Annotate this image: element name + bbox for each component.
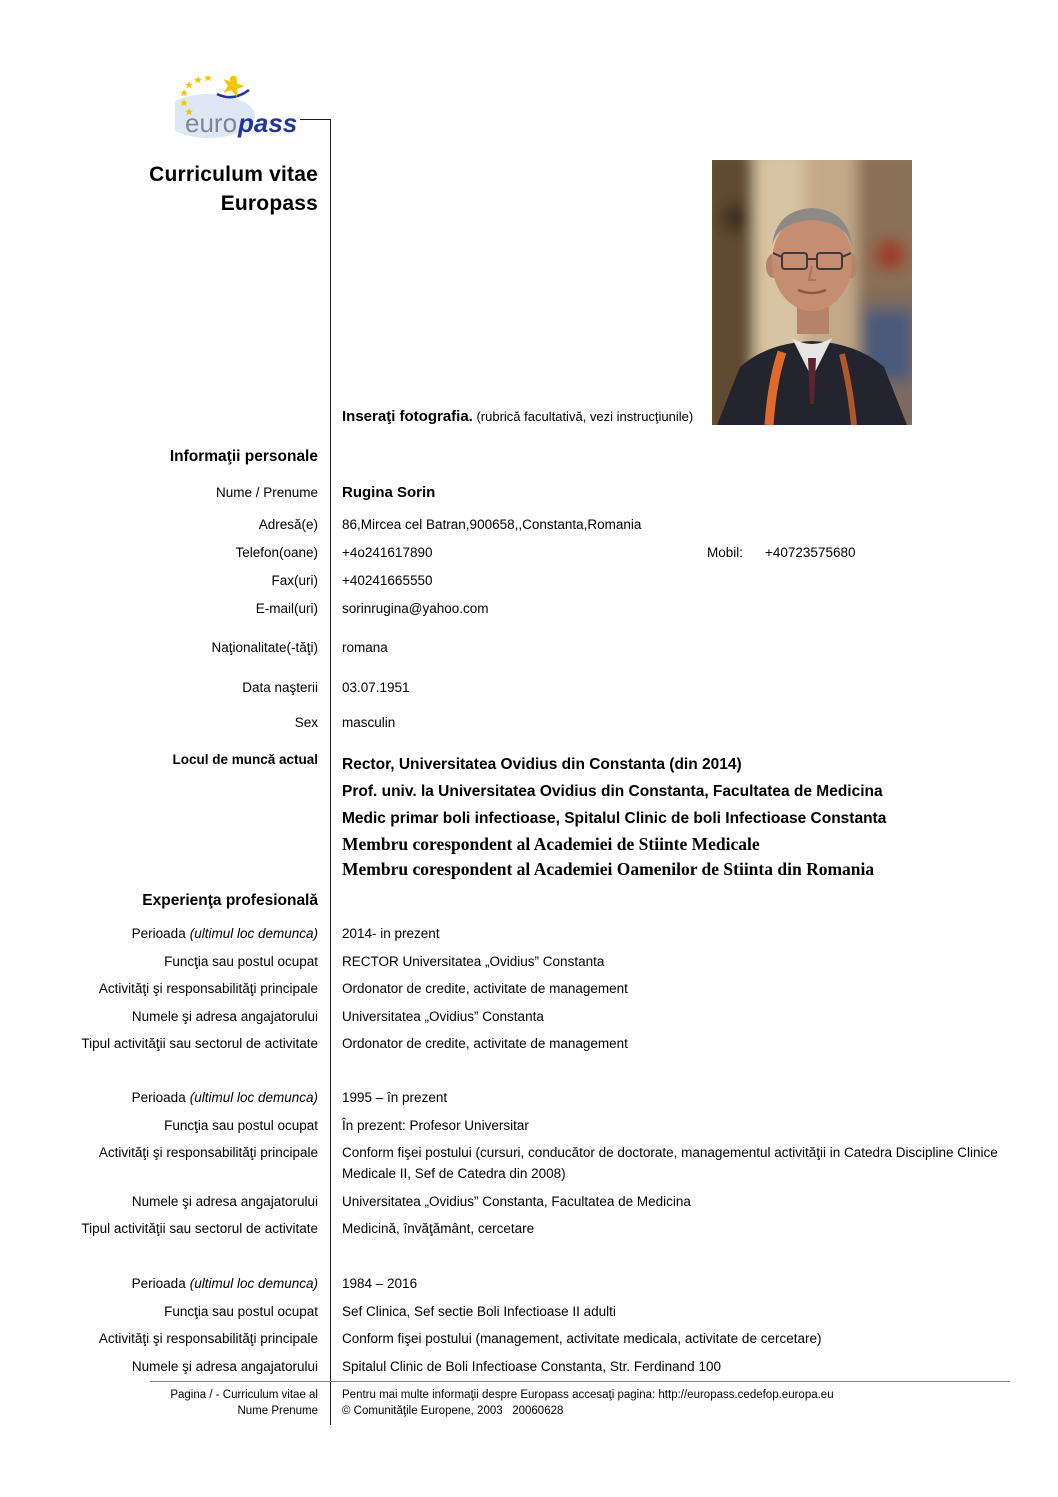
label-address: Adresă(e) [258, 517, 318, 532]
label-phone: Telefon(oane) [235, 545, 318, 560]
row-email [0, 600, 1058, 618]
cv-title-line2: Europass [220, 192, 318, 215]
footer-page-label: Pagina / - Curriculum vitae al [170, 1389, 318, 1401]
row-activities [0, 1142, 1058, 1184]
value-nationality: romana [342, 640, 388, 655]
row-fax [0, 572, 1058, 590]
row-employer [0, 1356, 1058, 1377]
label-activities: Activităţi şi responsabilităţi principale [98, 981, 318, 996]
row-sector [0, 1033, 1058, 1054]
footer-name-placeholder: Nume Prenume [237, 1405, 318, 1417]
row-period [0, 1273, 1058, 1294]
label-period-text: Perioada [131, 1090, 186, 1105]
cv-body [0, 440, 1058, 1383]
photo-caption-main: Inseraţi fotografia. [342, 408, 473, 425]
value-employer: Universitatea „Ovidius” Constanta, Facultatea de Medicina [342, 1193, 691, 1209]
logo-star-figure-icon [217, 76, 249, 98]
label-sector: Tipul activităţii sau sectorul de activitate [81, 1221, 318, 1236]
label-sector: Tipul activităţii sau sectorul de activitate [81, 1036, 318, 1051]
label-period [0, 1087, 318, 1108]
portrait-photo-graphic [712, 160, 912, 425]
row-position [0, 1115, 1058, 1136]
value-period: 2014- in prezent [342, 926, 440, 941]
experience-entry-1 [0, 923, 1058, 1054]
label-position: Funcţia sau postul ocupat [164, 1117, 318, 1133]
row-employer [0, 1191, 1058, 1212]
row-period [0, 1087, 1058, 1108]
value-address: 86,Mircea cel Batran,900658,,Constanta,Romania [342, 517, 642, 532]
workplace-line: Rector, Universitatea Ovidius din Constanta (din 2014) [342, 756, 742, 773]
row-position [0, 951, 1058, 972]
label-period-text: Perioada [131, 1276, 186, 1291]
label-nationality: Naţionalitate(-tăţi) [211, 640, 318, 655]
row-birthdate [0, 679, 1058, 697]
label-current-workplace: Locul de muncă actual [172, 752, 318, 767]
logo-text-euro: euro [185, 108, 238, 138]
value-position: Sef Clinica, Sef sectie Boli Infectioase II adulti [342, 1303, 616, 1319]
value-position: În prezent: Profesor Universitar [342, 1117, 529, 1133]
label-employer: Numele şi adresa angajatorului [131, 1193, 318, 1209]
value-period: 1984 – 2016 [342, 1276, 418, 1291]
label-email: E-mail(uri) [255, 601, 318, 616]
portrait-photo [712, 160, 912, 425]
label-employer: Numele şi adresa angajatorului [131, 1358, 318, 1374]
value-phone: +4o241617890 [342, 545, 433, 560]
cv-title-line1: Curriculum vitae [149, 163, 318, 186]
footer-copyright: © Comunităţile Europene, 2003 20060628 [342, 1405, 564, 1417]
value-sector: Medicină, învăţământ, cercetare [342, 1221, 535, 1236]
label-period [0, 923, 318, 944]
photo-caption-note: (rubrică facultativă, vezi instrucţiunile) [472, 409, 694, 424]
value-fax: +40241665550 [342, 573, 433, 588]
row-activities [0, 1328, 1058, 1349]
label-activities: Activităţi şi responsabilităţi principale [98, 1331, 318, 1346]
row-sector [0, 1218, 1058, 1239]
page-footer [0, 1387, 1058, 1419]
experience-entry-3 [0, 1273, 1058, 1377]
section-title-experience: Experienţa profesională [142, 892, 318, 909]
value-mobile: +40723575680 [765, 545, 856, 560]
value-activities: Conform fişei postului (management, activitate medicala, activitate de cercetare) [342, 1331, 822, 1346]
experience-entry-2 [0, 1087, 1058, 1239]
label-period-italic: (ultimul loc demunca) [189, 1090, 318, 1105]
row-phone [0, 544, 1058, 562]
label-period-text: Perioada [131, 926, 186, 941]
workplace-line: Prof. univ. la Universitatea Ovidius din Constanta, Facultatea de Medicina [342, 783, 883, 800]
row-activities [0, 978, 1058, 999]
value-position: RECTOR Universitatea „Ovidius” Constanta [342, 953, 605, 969]
value-sex: masculin [342, 715, 396, 730]
label-sex: Sex [294, 715, 318, 730]
workplace-line-serif: Membru corespondent al Academiei de Stiinte Medicale [342, 834, 760, 854]
label-period-italic: (ultimul loc demunca) [189, 926, 318, 941]
value-employer: Universitatea „Ovidius” Constanta [342, 1008, 544, 1024]
row-name [0, 483, 1058, 503]
label-birthdate: Data naşterii [242, 680, 318, 695]
row-current-workplace [0, 751, 1058, 882]
value-activities: Conform fişei postului (cursuri, conducător de doctorate, managementul activităţii in Catedra Discipline Clinice Medicale II, Sef de Catedra din 2008) [342, 1145, 998, 1181]
label-employer: Numele şi adresa angajatorului [131, 1008, 318, 1024]
row-position [0, 1301, 1058, 1322]
row-sex [0, 714, 1058, 732]
label-period [0, 1273, 318, 1294]
label-mobile: Mobil: [707, 545, 744, 560]
value-sector: Ordonator de credite, activitate de management [342, 1036, 628, 1051]
section-personal-info [0, 447, 1058, 466]
photo-caption [342, 408, 693, 426]
footer-info-url: Pentru mai multe informaţii despre Europass accesaţi pagina: http://europass.cedefop.europa.eu [342, 1389, 834, 1401]
label-fax: Fax(uri) [271, 573, 318, 588]
footer-divider-line [150, 1381, 1010, 1382]
value-period: 1995 – în prezent [342, 1090, 448, 1105]
label-name: Nume / Prenume [215, 485, 318, 500]
label-position: Funcţia sau postul ocupat [164, 1303, 318, 1319]
workplace-line: Medic primar boli infectioase, Spitalul Clinic de boli Infectioase Constanta [342, 810, 887, 827]
value-email: sorinrugina@yahoo.com [342, 601, 489, 616]
label-position: Funcţia sau postul ocupat [164, 953, 318, 969]
footer-right [342, 1387, 1058, 1419]
section-experience [0, 891, 1058, 910]
value-activities: Ordonator de credite, activitate de management [342, 981, 628, 996]
value-employer: Spitalul Clinic de Boli Infectioase Constanta, Str. Ferdinand 100 [342, 1358, 721, 1374]
cv-title [0, 160, 318, 218]
row-period [0, 923, 1058, 944]
value-birthdate: 03.07.1951 [342, 680, 410, 695]
section-title-personal: Informaţii personale [169, 448, 318, 465]
value-current-workplace [342, 751, 1058, 882]
footer-left [0, 1387, 318, 1419]
row-employer [0, 1006, 1058, 1027]
value-phone-cell [342, 544, 1058, 562]
row-address [0, 516, 1058, 534]
logo-text-pass: pass [238, 108, 298, 138]
label-period-italic: (ultimul loc demunca) [189, 1276, 318, 1291]
label-activities: Activităţi şi responsabilităţi principale [98, 1145, 318, 1160]
value-name: Rugina Sorin [342, 484, 436, 501]
row-nationality [0, 639, 1058, 657]
europass-logo [175, 76, 325, 140]
europass-logo-graphic [175, 76, 325, 140]
workplace-line-serif: Membru corespondent al Academiei Oamenilor de Stiinta din Romania [342, 859, 875, 879]
